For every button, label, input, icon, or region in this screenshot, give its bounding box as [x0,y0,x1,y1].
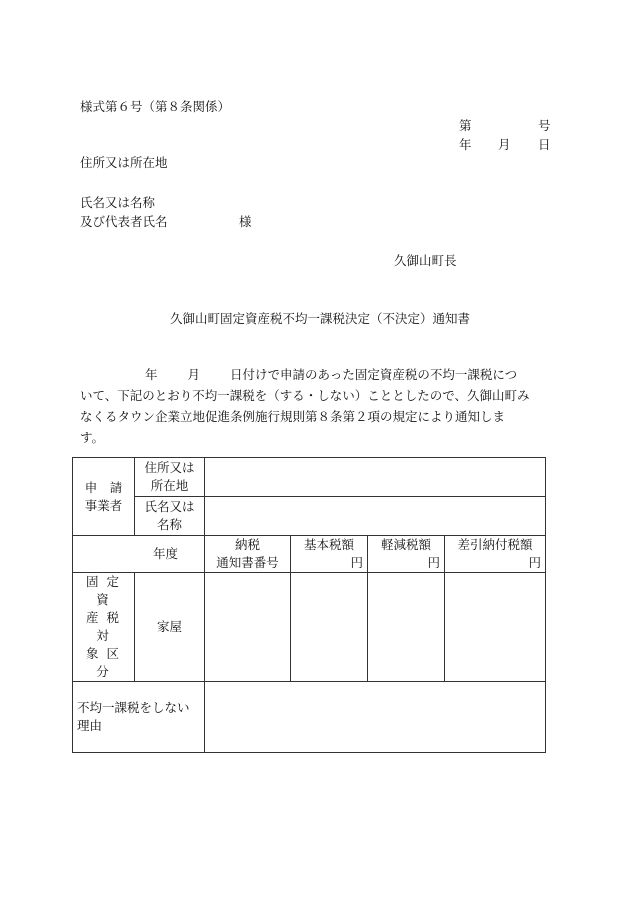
tax-target-label: 固 定 資 産 税 対 象 区 分 [73,573,135,682]
form-id: 様式第６号（第８条関係） [80,99,231,114]
base-tax-value[interactable] [291,573,368,682]
body-line-3: なくるタウン企業立地促進条例施行規則第８条第２項の規定により通知しま [80,409,506,424]
reason-label: 不均一課税をしない 理由 [73,682,205,753]
fiscal-year-header: 年度 [73,536,205,573]
recipient-rep-label: 及び代表者氏名 [80,214,168,229]
date-month-label: 月 [498,137,511,152]
applicant-address-value[interactable] [205,458,546,497]
issuer-name: 久御山町長 [394,253,457,268]
notice-body [80,364,550,448]
doc-number-prefix: 第 [459,118,472,133]
document-title: 久御山町固定資産税不均一課税決定（不決定）通知書 [170,311,471,326]
reason-value[interactable] [205,682,546,753]
date-year-label: 年 [459,137,472,152]
recipient-honorific: 様 [239,214,252,229]
applicant-name-label: 氏名又は 名称 [135,497,205,536]
base-tax-header: 基本税額 円 [291,536,368,573]
body-date-year: 年 [145,367,158,382]
body-line-1 [80,364,550,385]
recipient-name-label: 氏名又は名称 [80,195,156,210]
applicant-address-label: 住所又は 所在地 [135,458,205,497]
body-line-4: す。 [80,430,105,445]
recipient-address-label: 住所又は所在地 [80,155,168,170]
applicant-label: 申 請 事業者 [73,458,135,536]
decision-table [72,457,546,753]
doc-number-suffix: 号 [538,118,551,133]
net-tax-value[interactable] [445,573,546,682]
body-date-month: 月 [187,367,201,382]
date-day-label: 日 [538,137,551,152]
body-line-1-rest: 日付けで申請のあった固定資産税の不均一課税につ [230,367,518,382]
reduced-tax-value[interactable] [368,573,445,682]
body-line-2: いて、下記のとおり不均一課税を（する・しない）こととしたので、久御山町み [80,388,530,403]
property-type: 家屋 [135,573,205,682]
notice-number-value[interactable] [205,573,291,682]
notice-number-header: 納税 通知書番号 [205,536,291,573]
reduced-tax-header: 軽減税額 円 [368,536,445,573]
net-tax-header: 差引納付税額 円 [445,536,546,573]
applicant-name-value[interactable] [205,497,546,536]
